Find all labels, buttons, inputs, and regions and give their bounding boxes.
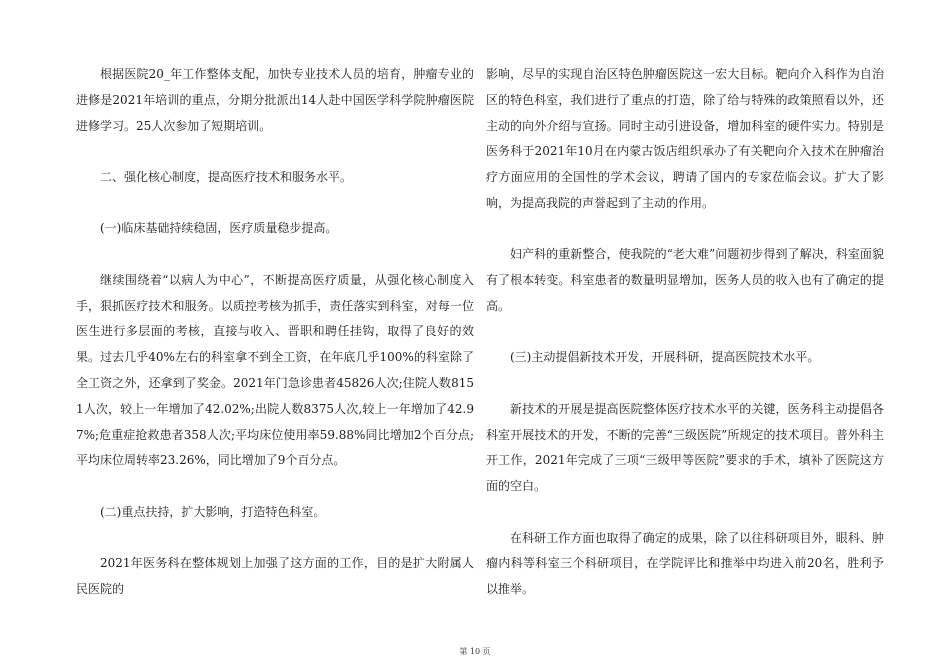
- subsection-heading: (二)重点扶持，扩大影响，打造特色科室。: [100, 504, 326, 519]
- paragraph: 影响，尽早的实现自治区特色肿瘤医院这一宏大目标。靶向介入科作为自治区的特色科室，我们进行了重点的打造，除了给与特殊的政策照看以外，还主动的向外介绍与宣扬。同时主动引进设备，增加科室的硬件实力。特别是医务科于2021年10月在内蒙古饭店组织承办了有关靶向介入技术在肿瘤治疗方面应用的全国性的学术会议，聘请了国内的专家莅临会议。扩大了影响，为提高我院的声誉起到了主动的作用。: [486, 67, 884, 210]
- page-number: 第 10 页: [459, 647, 491, 656]
- section-heading: 二、强化核心制度，提高医疗技术和服务水平。: [100, 169, 353, 184]
- paragraph: 继续围绕着“以病人为中心”，不断提高医疗质量，从强化核心制度入手，狠抓医疗技术和服务。以质控考核为抓手，责任落实到科室，对每一位医生进行多层面的考核，直接与收入、晋职和聘任挂钩，取得了良好的效果。过去几乎40%左右的科室拿不到全工资，在年底几乎100%的科室除了全工资之外，还拿到了奖金。2021年门急诊患者45826人次;住院人数8151人次，较上一年增加了42.02%;出院人数8375人次,较上一年增加了42.97%;危重症抢救患者358人次;平均床位使用率59.88%同比增加2个百分点;平均床位周转率23.26%，同比增加了9个百分点。: [76, 272, 474, 468]
- paragraph: 新技术的开展是提高医院整体医疗技术水平的关键，医务科主动提倡各科室开展技术的开发，不断的完善“三级医院”所规定的技术项目。普外科主开工作，2021年完成了三项“三级甲等医院”要求的手术，填补了医院这方面的空白。: [486, 401, 884, 494]
- paragraph: 妇产科的重新整合，使我院的“老大难”问题初步得到了解决，科室面貌有了根本转变。科室患者的数量明显增加，医务人员的收入也有了确定的提高。: [486, 247, 884, 313]
- left-text-column: [76, 62, 474, 603]
- paragraph: 2021年医务科在整体规划上加强了这方面的工作，目的是扩大附属人民医院的: [76, 556, 474, 596]
- paragraph: 在科研工作方面也取得了确定的成果，除了以往科研项目外，眼科、肿瘤内科等科室三个科研项目，在学院评比和推举中均进入前20名，胜利予以推举。: [486, 530, 884, 597]
- subsection-heading: (一)临床基础持续稳固，医疗质量稳步提高。: [100, 221, 338, 236]
- right-text-column: [486, 62, 884, 603]
- paragraph: 根据医院20_年工作整体支配，加快专业技术人员的培育，肿瘤专业的进修是2021年培训的重点，分期分批派出14人赴中国医学科学院肿瘤医院进修学习。25人次参加了短期培训。: [76, 67, 474, 133]
- subsection-heading: (三)主动提倡新技术开发，开展科研，提高医院技术水平。: [510, 350, 820, 365]
